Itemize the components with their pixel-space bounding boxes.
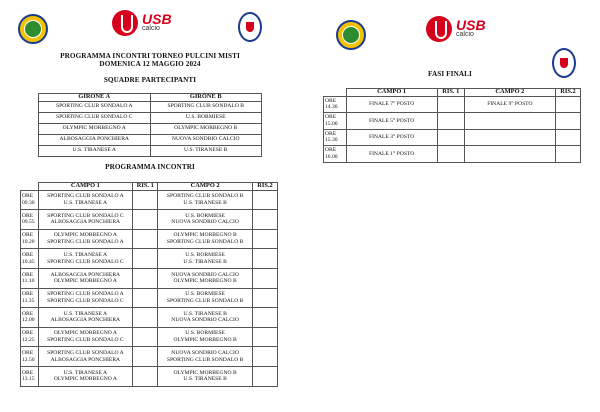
finale-campo1: FINALE 5° POSTO (346, 113, 437, 130)
finale-ris2[interactable] (556, 113, 581, 130)
time-value: 11.10 (22, 278, 35, 285)
finali-campo1-header: CAMPO 1 (346, 89, 437, 97)
team-away: SPORTING CLUB SONDALO C (47, 297, 124, 304)
girone-b-team: OLYMPIC MORBEGNO B (150, 123, 262, 134)
campo1-match (38, 210, 133, 230)
ris1-cell[interactable] (133, 210, 158, 230)
ris2-cell[interactable] (253, 288, 278, 308)
programma-heading: PROGRAMMA INCONTRI (105, 163, 195, 171)
ris1-cell[interactable] (133, 249, 158, 269)
finale-ris2[interactable] (556, 96, 581, 113)
team-away: OLYMPIC MORBEGNO B (173, 278, 237, 285)
time-value: 15.30 (325, 137, 338, 144)
ore-label: ORE (22, 252, 34, 259)
finali-heading: FASI FINALI (428, 70, 472, 78)
ris1-cell[interactable] (133, 308, 158, 328)
campo1-match (38, 288, 133, 308)
match-time (21, 190, 39, 210)
ris2-cell[interactable] (253, 190, 278, 210)
ris2-header: RIS.2 (253, 183, 278, 191)
girone-a-header: GIRONE A (39, 94, 151, 102)
girone-a-team: U.S. TIRANESE A (39, 145, 151, 156)
match-time (21, 347, 39, 367)
squadre-heading: SQUADRE PARTECIPANTI (103, 76, 197, 84)
table-row (39, 145, 262, 156)
table-row (21, 347, 278, 367)
table-row (39, 112, 262, 123)
ris1-header: RIS. 1 (133, 183, 158, 191)
campo2-match (158, 308, 253, 328)
finale-ris1[interactable] (437, 113, 464, 130)
team-home: NUOVA SONDRIO CALCIO (171, 271, 239, 278)
team-away: OLYMPIC MORBEGNO A (53, 278, 117, 285)
campo2-match (158, 366, 253, 386)
finale-ris1[interactable] (437, 129, 464, 146)
team-home: OLYMPIC MORBEGNO B (173, 232, 237, 239)
team-home: SPORTING CLUB SONDALO B (166, 193, 244, 200)
ris1-cell[interactable] (133, 288, 158, 308)
ore-label: ORE (22, 310, 34, 317)
team-away: U.S. TIRANESE B (183, 199, 227, 206)
ore-label: ORE (325, 130, 337, 137)
sondalo-logo-right (336, 20, 366, 50)
team-away: SPORTING CLUB SONDALO B (166, 356, 244, 363)
finale-campo1: FINALE 7° POSTO (346, 96, 437, 113)
team-away: SPORTING CLUB SONDALO C (47, 258, 124, 265)
ris1-cell[interactable] (133, 229, 158, 249)
girone-b-team: U.S. TIRANESE B (150, 145, 262, 156)
team-home: U.S. TIRANESE A (63, 310, 108, 317)
campo1-match (38, 190, 133, 210)
girone-a-team: SPORTING CLUB SONDALO A (39, 101, 151, 112)
table-row (21, 190, 278, 210)
team-away: ALBOSAGGIA PONCHIERA (50, 317, 121, 324)
title-line1: PROGRAMMA INCONTRI TORNEO PULCINI MISTI (60, 52, 240, 60)
ore-label: ORE (22, 212, 34, 219)
table-row (39, 123, 262, 134)
team-home: SPORTING CLUB SONDALO A (47, 291, 124, 298)
finali-ris1-header: RIS. 1 (437, 89, 464, 97)
girone-a-team: ALBOSAGGIA PONCHIERA (39, 134, 151, 145)
table-row (21, 210, 278, 230)
girone-b-team: SPORTING CLUB SONDALO B (150, 101, 262, 112)
ris2-cell[interactable] (253, 229, 278, 249)
ris1-cell[interactable] (133, 347, 158, 367)
time-value: 15.00 (325, 120, 338, 127)
time-value: 10.20 (22, 239, 35, 246)
page-title (0, 52, 300, 68)
usb-logo (112, 10, 172, 36)
finale-campo2: FINALE 9° POSTO (464, 96, 555, 113)
time-value: 14.30 (325, 104, 338, 111)
table-row (324, 113, 581, 130)
table-row (21, 327, 278, 347)
ris1-cell[interactable] (133, 366, 158, 386)
team-home: U.S. TIRANESE B (183, 310, 227, 317)
campo2-match (158, 288, 253, 308)
team-home: U.S. BORMIESE (185, 212, 225, 219)
finali-campo2-header: CAMPO 2 (464, 89, 555, 97)
usb-sub: calcio (142, 25, 160, 32)
finale-time (324, 96, 347, 113)
table-row (324, 146, 581, 163)
team-home: U.S. TIRANESE A (63, 252, 108, 259)
table-row (21, 288, 278, 308)
crest-logo (238, 12, 262, 42)
campo2-header: CAMPO 2 (158, 183, 253, 191)
ore-label: ORE (325, 97, 337, 104)
match-time (21, 210, 39, 230)
finale-ris1[interactable] (437, 96, 464, 113)
ris1-cell[interactable] (133, 327, 158, 347)
ore-label: ORE (22, 369, 34, 376)
finale-ris2[interactable] (556, 129, 581, 146)
time-value: 13.15 (22, 376, 35, 383)
ore-label: ORE (325, 147, 337, 154)
ore-label: ORE (22, 291, 34, 298)
team-home: OLYMPIC MORBEGNO A (53, 232, 117, 239)
usb-mark-icon (426, 16, 452, 42)
team-away: NUOVA SONDRIO CALCIO (171, 317, 239, 324)
ris2-cell[interactable] (253, 327, 278, 347)
match-time (21, 229, 39, 249)
team-home: U.S. BORMIESE (185, 330, 225, 337)
time-value: 09.55 (22, 219, 35, 226)
ore-label: ORE (22, 271, 34, 278)
usb-sub-right: calcio (456, 31, 474, 38)
campo1-match (38, 366, 133, 386)
finale-time (324, 129, 347, 146)
girone-a-team: SPORTING CLUB SONDALO C (39, 112, 151, 123)
campo2-match (158, 190, 253, 210)
team-away: U.S. TIRANESE A (63, 199, 108, 206)
campo1-match (38, 308, 133, 328)
ris1-cell[interactable] (133, 190, 158, 210)
campo2-match (158, 268, 253, 288)
team-away: NUOVA SONDRIO CALCIO (171, 219, 239, 226)
finali-table (323, 88, 581, 163)
ore-label: ORE (22, 193, 34, 200)
ris2-cell[interactable] (253, 210, 278, 230)
table-row (39, 101, 262, 112)
campo1-match (38, 249, 133, 269)
team-home: OLYMPIC MORBEGNO B (173, 369, 237, 376)
girone-b-team: NUOVA SONDRIO CALCIO (150, 134, 262, 145)
ris2-cell[interactable] (253, 347, 278, 367)
ris2-cell[interactable] (253, 308, 278, 328)
match-time (21, 268, 39, 288)
campo1-header: CAMPO 1 (38, 183, 133, 191)
team-away: OLYMPIC MORBEGNO B (173, 337, 237, 344)
usb-logo-right (426, 16, 486, 42)
team-home: SPORTING CLUB SONDALO A (47, 350, 124, 357)
table-row (21, 308, 278, 328)
time-value: 09.30 (22, 199, 35, 206)
ris2-cell[interactable] (253, 366, 278, 386)
table-row (21, 249, 278, 269)
team-away: SPORTING CLUB SONDALO B (166, 239, 244, 246)
campo2-match (158, 249, 253, 269)
table-row (21, 268, 278, 288)
match-time (21, 308, 39, 328)
ris1-cell[interactable] (133, 268, 158, 288)
team-away: OLYMPIC MORBEGNO A (53, 376, 117, 383)
campo1-match (38, 327, 133, 347)
usb-mark-icon (112, 10, 138, 36)
team-away: SPORTING CLUB SONDALO C (47, 337, 124, 344)
table-row (39, 134, 262, 145)
team-home: U.S. TIRANESE A (63, 369, 108, 376)
ore-label: ORE (325, 114, 337, 121)
finali-ris2-header: RIS.2 (556, 89, 581, 97)
team-home: SPORTING CLUB SONDALO A (47, 193, 124, 200)
campo2-match (158, 327, 253, 347)
team-away: U.S. TIRANESE B (183, 258, 227, 265)
campo2-match (158, 210, 253, 230)
usb-name-right: USB (456, 17, 486, 33)
ore-label: ORE (22, 232, 34, 239)
finale-campo1: FINALE 1° POSTO (346, 146, 437, 163)
campo2-match (158, 347, 253, 367)
finale-ris2[interactable] (556, 146, 581, 163)
team-home: NUOVA SONDRIO CALCIO (171, 350, 239, 357)
match-time (21, 249, 39, 269)
match-time (21, 327, 39, 347)
team-away: U.S. TIRANESE B (183, 376, 227, 383)
girone-a-team: OLYMPIC MORBEGNO A (39, 123, 151, 134)
time-value: 10.45 (22, 258, 35, 265)
team-away: ALBOSAGGIA PONCHIERA (50, 356, 121, 363)
campo2-match (158, 229, 253, 249)
table-row (324, 96, 581, 113)
squadre-table (38, 93, 262, 157)
team-away: SPORTING CLUB SONDALO B (166, 297, 244, 304)
time-value: 11.35 (22, 297, 35, 304)
ris2-cell[interactable] (253, 268, 278, 288)
campo1-match (38, 229, 133, 249)
team-home: SPORTING CLUB SONDALO C (47, 212, 124, 219)
title-line2: DOMENICA 12 MAGGIO 2024 (99, 60, 201, 68)
finale-campo2 (464, 146, 555, 163)
table-row (21, 366, 278, 386)
girone-b-header: GIRONE B (150, 94, 262, 102)
campo1-match (38, 268, 133, 288)
team-home: U.S. BORMIESE (185, 291, 225, 298)
team-home: ALBOSAGGIA PONCHIERA (50, 271, 121, 278)
team-home: U.S. BORMIESE (185, 252, 225, 259)
time-value: 12.25 (22, 337, 35, 344)
finale-time (324, 146, 347, 163)
ore-label: ORE (22, 350, 34, 357)
time-value: 12.50 (22, 356, 35, 363)
usb-name: USB (142, 11, 172, 27)
programma-table (20, 182, 278, 387)
table-row (324, 129, 581, 146)
time-value: 12.00 (22, 317, 35, 324)
finale-ris1[interactable] (437, 146, 464, 163)
finale-campo2 (464, 129, 555, 146)
team-away: ALBOSAGGIA PONCHIERA (50, 219, 121, 226)
girone-b-team: U.S. BORMIESE (150, 112, 262, 123)
ore-label: ORE (22, 330, 34, 337)
finale-time (324, 113, 347, 130)
match-time (21, 366, 39, 386)
table-row (21, 229, 278, 249)
ris2-cell[interactable] (253, 249, 278, 269)
team-away: SPORTING CLUB SONDALO A (47, 239, 124, 246)
match-time (21, 288, 39, 308)
finale-campo2 (464, 113, 555, 130)
sondalo-logo (18, 14, 48, 44)
finale-campo1: FINALE 3° POSTO (346, 129, 437, 146)
team-home: OLYMPIC MORBEGNO A (53, 330, 117, 337)
time-value: 16.00 (325, 153, 338, 160)
campo1-match (38, 347, 133, 367)
